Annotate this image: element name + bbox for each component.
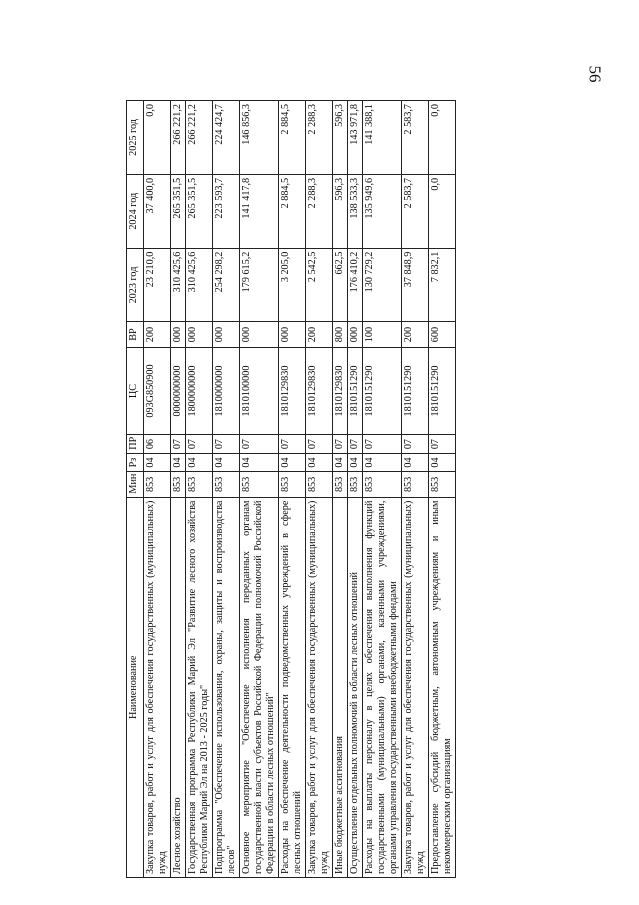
row-min-cell: 853: [306, 472, 333, 497]
table-row: [402, 101, 429, 878]
row-vr-cell: 100: [363, 322, 402, 347]
row-vr-cell: 200: [306, 322, 333, 347]
row-cs-cell: 1810151290: [402, 347, 429, 435]
row-rz-cell: 04: [240, 453, 279, 471]
table-header-row: [127, 101, 144, 878]
row-name-cell: Основное мероприятие "Обеспечение исполнения переданных органам государственной власти субъектов Российской Федерации полномочий Российской Федерации в области лесных отношений": [240, 497, 279, 877]
row-name-cell: Расходы на обеспечение деятельности подведомственных учреждений в сфере лесных отношений: [279, 497, 306, 877]
row-cs-cell: 1810151290: [348, 347, 363, 435]
table-row: [186, 101, 213, 878]
row-2024-cell: 265 351,5: [186, 174, 213, 248]
row-name-cell: Закупка товаров, работ и услуг для обеспечения государственных (муниципальных) нужд: [144, 497, 171, 877]
row-rz-cell: 04: [213, 453, 240, 471]
row-2025-cell: 146 856,3: [240, 101, 279, 175]
row-2024-cell: 223 593,7: [213, 174, 240, 248]
table-row: [213, 101, 240, 878]
budget-table: [126, 100, 456, 878]
row-min-cell: 853: [279, 472, 306, 497]
row-2025-cell: 266 221,2: [186, 101, 213, 175]
row-2025-cell: 266 221,2: [171, 101, 186, 175]
header-vr: ВР: [127, 322, 144, 347]
row-cs-cell: 1810129830: [279, 347, 306, 435]
row-pr-cell: 07: [402, 435, 429, 453]
table-row: [429, 101, 456, 878]
row-rz-cell: 04: [348, 453, 363, 471]
row-pr-cell: 07: [171, 435, 186, 453]
row-min-cell: 853: [363, 472, 402, 497]
row-pr-cell: 07: [240, 435, 279, 453]
row-rz-cell: 04: [144, 453, 171, 471]
row-rz-cell: 04: [363, 453, 402, 471]
row-rz-cell: 04: [306, 453, 333, 471]
row-name-cell: Расходы на выплаты персоналу в целях обеспечения выполнения функций государственными (муниципальными) органами, казенными учреждениями, органами управления государственными внебюджетными фондами: [363, 497, 402, 877]
row-rz-cell: 04: [279, 453, 306, 471]
row-2025-cell: 143 971,8: [348, 101, 363, 175]
row-pr-cell: 07: [363, 435, 402, 453]
row-2023-cell: 37 848,9: [402, 248, 429, 322]
row-2023-cell: 7 832,1: [429, 248, 456, 322]
table-row: [333, 101, 348, 878]
row-2023-cell: 3 205,0: [279, 248, 306, 322]
row-pr-cell: 07: [429, 435, 456, 453]
table-row: [240, 101, 279, 878]
row-pr-cell: 06: [144, 435, 171, 453]
row-2024-cell: 0,0: [429, 174, 456, 248]
header-2023: 2023 год: [127, 248, 144, 322]
header-2024: 2024 год: [127, 174, 144, 248]
row-2023-cell: 662,5: [333, 248, 348, 322]
header-cs: ЦС: [127, 347, 144, 435]
row-2025-cell: 0,0: [144, 101, 171, 175]
row-vr-cell: 000: [213, 322, 240, 347]
table-row: [363, 101, 402, 878]
row-rz-cell: 04: [171, 453, 186, 471]
row-2023-cell: 310 425,6: [186, 248, 213, 322]
row-2023-cell: 254 298,2: [213, 248, 240, 322]
header-min: Мин: [127, 472, 144, 497]
row-name-cell: Иные бюджетные ассигнования: [333, 497, 348, 877]
row-min-cell: 853: [171, 472, 186, 497]
row-pr-cell: 07: [306, 435, 333, 453]
row-vr-cell: 000: [240, 322, 279, 347]
row-2025-cell: 224 424,7: [213, 101, 240, 175]
row-2024-cell: 2 884,5: [279, 174, 306, 248]
row-vr-cell: 000: [171, 322, 186, 347]
row-2023-cell: 130 729,2: [363, 248, 402, 322]
row-2023-cell: 2 542,5: [306, 248, 333, 322]
row-min-cell: 853: [186, 472, 213, 497]
row-cs-cell: 1810100000: [240, 347, 279, 435]
row-rz-cell: 04: [402, 453, 429, 471]
row-pr-cell: 07: [186, 435, 213, 453]
row-min-cell: 853: [402, 472, 429, 497]
row-min-cell: 853: [429, 472, 456, 497]
row-2023-cell: 176 410,2: [348, 248, 363, 322]
row-2024-cell: 135 949,6: [363, 174, 402, 248]
row-name-cell: Закупка товаров, работ и услуг для обеспечения государственных (муниципальных) нужд: [306, 497, 333, 877]
row-vr-cell: 200: [144, 322, 171, 347]
row-cs-cell: 1810000000: [213, 347, 240, 435]
row-name-cell: Государственная программа Республики Марий Эл "Развитие лесного хозяйства Республики Марий Эл на 2013 - 2025 годы": [186, 497, 213, 877]
row-2024-cell: 141 417,8: [240, 174, 279, 248]
row-cs-cell: 1810151290: [429, 347, 456, 435]
header-name: Наименование: [127, 497, 144, 877]
row-pr-cell: 07: [333, 435, 348, 453]
table-row: [171, 101, 186, 878]
row-rz-cell: 04: [333, 453, 348, 471]
row-2024-cell: 265 351,5: [171, 174, 186, 248]
row-cs-cell: 1810129830: [306, 347, 333, 435]
row-2025-cell: 596,3: [333, 101, 348, 175]
row-rz-cell: 04: [186, 453, 213, 471]
row-2025-cell: 0,0: [429, 101, 456, 175]
row-name-cell: Осуществление отдельных полномочий в области лесных отношений: [348, 497, 363, 877]
row-vr-cell: 600: [429, 322, 456, 347]
row-pr-cell: 07: [279, 435, 306, 453]
row-name-cell: Подпрограмма "Обеспечение использования, охраны, защиты и воспроизводства лесов": [213, 497, 240, 877]
row-2024-cell: 37 400,0: [144, 174, 171, 248]
row-cs-cell: 1800000000: [186, 347, 213, 435]
row-2025-cell: 141 388,1: [363, 101, 402, 175]
row-2024-cell: 2 583,7: [402, 174, 429, 248]
row-cs-cell: 1810151290: [363, 347, 402, 435]
header-2025: 2025 год: [127, 101, 144, 175]
header-pr: ПР: [127, 435, 144, 453]
row-2023-cell: 179 615,2: [240, 248, 279, 322]
row-rz-cell: 04: [429, 453, 456, 471]
row-vr-cell: 000: [186, 322, 213, 347]
table-body: [144, 101, 456, 878]
row-cs-cell: 0000000000: [171, 347, 186, 435]
row-min-cell: 853: [333, 472, 348, 497]
row-2024-cell: 2 288,3: [306, 174, 333, 248]
row-vr-cell: 000: [279, 322, 306, 347]
row-2024-cell: 138 533,3: [348, 174, 363, 248]
row-pr-cell: 07: [213, 435, 240, 453]
row-2025-cell: 2 288,3: [306, 101, 333, 175]
row-2023-cell: 310 425,6: [171, 248, 186, 322]
row-2025-cell: 2 583,7: [402, 101, 429, 175]
row-cs-cell: 1810129830: [333, 347, 348, 435]
page-number: 56: [585, 65, 605, 83]
row-2024-cell: 596,3: [333, 174, 348, 248]
row-min-cell: 853: [240, 472, 279, 497]
table-row: [144, 101, 171, 878]
row-pr-cell: 07: [348, 435, 363, 453]
row-vr-cell: 200: [402, 322, 429, 347]
row-min-cell: 853: [144, 472, 171, 497]
row-2023-cell: 23 210,0: [144, 248, 171, 322]
row-vr-cell: 000: [348, 322, 363, 347]
row-cs-cell: 093G850900: [144, 347, 171, 435]
row-2025-cell: 2 884,5: [279, 101, 306, 175]
table-row: [306, 101, 333, 878]
rotated-table-container: [126, 100, 516, 878]
row-name-cell: Закупка товаров, работ и услуг для обеспечения государственных (муниципальных) нужд: [402, 497, 429, 877]
row-name-cell: Лесное хозяйство: [171, 497, 186, 877]
row-min-cell: 853: [348, 472, 363, 497]
row-name-cell: Предоставление субсидий бюджетным, автономным учреждениям и иным некоммерческим организациям: [429, 497, 456, 877]
header-rz: Рз: [127, 453, 144, 471]
row-min-cell: 853: [213, 472, 240, 497]
table-row: [279, 101, 306, 878]
row-vr-cell: 800: [333, 322, 348, 347]
table-row: [348, 101, 363, 878]
